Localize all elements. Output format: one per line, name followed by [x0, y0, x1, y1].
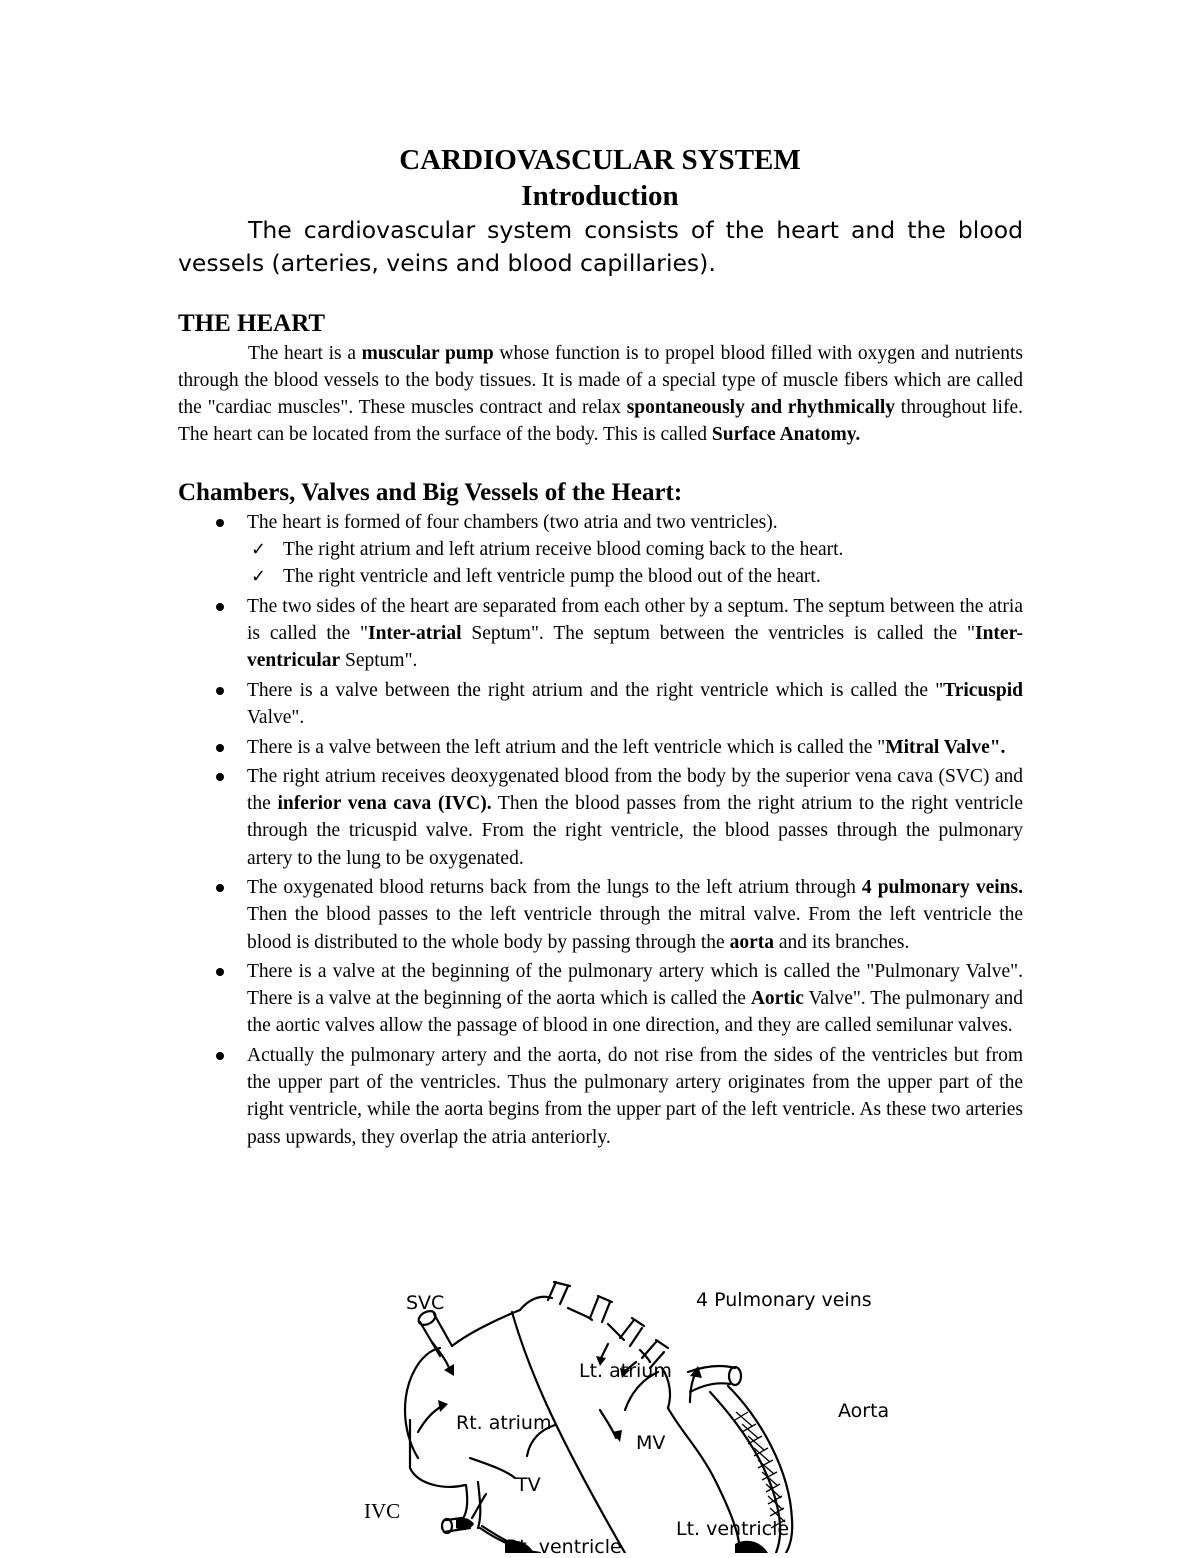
label-aorta: Aorta: [838, 1400, 890, 1422]
bullet-icon: [216, 968, 224, 976]
list-item: [247, 536, 1023, 563]
left-atrium-outline: [568, 1308, 670, 1408]
list-item: [178, 734, 1023, 761]
bullet-5-text-c: Then the blood passes from the right atrium to the right ventricle through the tricuspid valve. From the right ventricle, the blood passes through the pulmonary artery to the lung to be oxygenated.: [247, 793, 1023, 869]
heart-heading: THE HEART: [178, 310, 326, 337]
list-item: [247, 563, 1023, 590]
list-item: [178, 874, 1023, 956]
heart-paragraph: [178, 340, 1023, 448]
bullet-icon: [216, 687, 224, 695]
label-mv: MV: [636, 1432, 666, 1454]
bullet-3-text-b: Tricuspid: [943, 679, 1023, 701]
label-lt-atrium: Lt. atrium: [579, 1360, 672, 1382]
chambers-bullet-list: [178, 509, 1023, 1153]
list-item: [178, 958, 1023, 1040]
bullet-3-text-a: There is a valve between the right atrium and the right ventricle which is called the ": [247, 679, 944, 701]
bullet-7-text-b: Aortic: [750, 988, 804, 1010]
intro-paragraph: [178, 214, 1023, 280]
checkmark-icon: ✓: [251, 566, 267, 588]
heart-text-1: The heart is a: [248, 343, 362, 364]
heart-text-spontaneously: spontaneously and rhythmically: [626, 397, 896, 418]
bullet-2-text-c: Septum". The septum between the ventricles is called the ": [461, 623, 975, 645]
ra-arrowhead: [438, 1400, 448, 1412]
bullet-6-text-e: and its branches.: [774, 931, 910, 953]
check-list: [247, 536, 1023, 590]
svc-to-atrium: [452, 1310, 520, 1346]
label-rt-atrium: Rt. atrium: [456, 1412, 552, 1434]
label-pulmonary-veins: 4 Pulmonary veins: [696, 1289, 872, 1311]
list-item: [178, 509, 1023, 591]
label-lt-ventricle: Lt. ventricle: [676, 1518, 790, 1540]
bullet-8-text: Actually the pulmonary artery and the aorta, do not rise from the sides of the ventricles but from the upper part of the ventricles. Thus the pulmonary artery originates from the upper part of the right ventricle, while the aorta begins from the upper part of the left ventricle. As these two arteries pass upwards, they overlap the atria anteriorly.: [247, 1044, 1023, 1148]
bullet-icon: [216, 603, 224, 611]
label-rt-ventricle: Rt. ventricle: [506, 1536, 622, 1558]
label-tv: TV: [516, 1474, 541, 1496]
svc-vessel: [420, 1314, 452, 1356]
intro-text: The cardiovascular system consists of the heart and the blood vessels (arteries, veins and blood capillaries).: [178, 216, 1023, 277]
heart-text-3: throughout life. The heart can be located from the surface of the body. This is called: [178, 397, 1023, 445]
bullet-6-text-c: Then the blood passes to the left ventricle through the mitral valve. From the left ventricle the blood is distributed to the whole body by passing through the: [247, 904, 1023, 953]
check-1-text: The right atrium and left atrium receive blood coming back to the heart.: [283, 539, 844, 561]
heart-text-surface-anatomy: Surface Anatomy.: [711, 424, 861, 445]
list-item: [178, 593, 1023, 675]
aorta-opening: [729, 1367, 741, 1385]
list-item: [178, 763, 1023, 872]
ra-tv-arrow: [470, 1458, 515, 1478]
bullet-5-text-a: The right atrium receives deoxygenated blood from the body by the superior vena cava (SVC) and the: [247, 766, 1023, 815]
bullet-icon: [216, 1052, 224, 1060]
heart-drawing: [0, 1280, 1200, 1553]
bullet-icon: [216, 884, 224, 892]
bullet-2-text-e: Septum".: [340, 650, 418, 672]
bullet-5-text-b: inferior vena cava (IVC).: [277, 793, 492, 815]
heart-text-2: whose function is to propel blood filled with oxygen and nutrients through the blood vessels to the body tissues. It is made of a special type of muscle fibers which are called the "cardiac muscles". These muscles contract and relax: [178, 343, 1023, 418]
left-atrium-top: [520, 1297, 552, 1310]
bullet-7-text-c: Valve". The pulmonary and the aortic valves allow the passage of blood in one direction, and they are called semilunar valves.: [247, 988, 1023, 1037]
page-title: CARDIOVASCULAR SYSTEM: [399, 144, 801, 176]
page-subtitle: Introduction: [521, 180, 679, 212]
label-svc: SVC: [406, 1292, 445, 1314]
check-2-text: The right ventricle and left ventricle pump the blood out of the heart.: [283, 566, 821, 588]
ra-arrow: [418, 1406, 442, 1432]
pulmonary-vein-2: [590, 1296, 612, 1322]
heart-text-muscular-pump: muscular pump: [361, 343, 494, 364]
list-item: [178, 677, 1023, 731]
bullet-2-text-d: Inter-ventricular: [247, 623, 1023, 672]
list-item: [178, 1042, 1023, 1151]
label-ivc: IVC: [364, 1499, 401, 1523]
bullet-7-text-a: There is a valve at the beginning of the pulmonary artery which is called the "Pulmonary Valve". There is a valve at the beginning of the aorta which is called the: [247, 961, 1023, 1010]
mv-arrowhead: [612, 1430, 622, 1442]
bullet-2-text-a: The two sides of the heart are separated from each other by a septum. The septum between the atria is called the ": [247, 595, 1023, 645]
chambers-heading: Chambers, Valves and Big Vessels of the Heart:: [178, 479, 683, 506]
heart-diagram: [0, 1280, 1200, 1558]
bullet-1-text: The heart is formed of four chambers (two atria and two ventricles).: [247, 512, 778, 533]
bullet-4-text-b: Mitral Valve".: [885, 736, 1006, 758]
svc-arrow: [432, 1342, 450, 1370]
bullet-4-text-a: There is a valve between the left atrium and the left ventricle which is called the ": [247, 736, 886, 758]
bullet-icon: [216, 744, 224, 752]
checkmark-icon: ✓: [251, 539, 267, 561]
bullet-6-text-d: aorta: [729, 931, 774, 953]
bullet-2-text-b: Inter-atrial: [368, 623, 462, 645]
bullet-icon: [216, 773, 224, 781]
bullet-6-text-b: 4 pulmonary veins.: [861, 877, 1023, 899]
bullet-6-text-a: The oxygenated blood returns back from the lungs to the left atrium through: [247, 877, 862, 899]
pulmonary-vein-1: [548, 1282, 570, 1304]
pulmonary-vein-3: [620, 1318, 644, 1346]
bullet-3-text-c: Valve".: [247, 707, 305, 729]
bullet-icon: [216, 519, 224, 527]
